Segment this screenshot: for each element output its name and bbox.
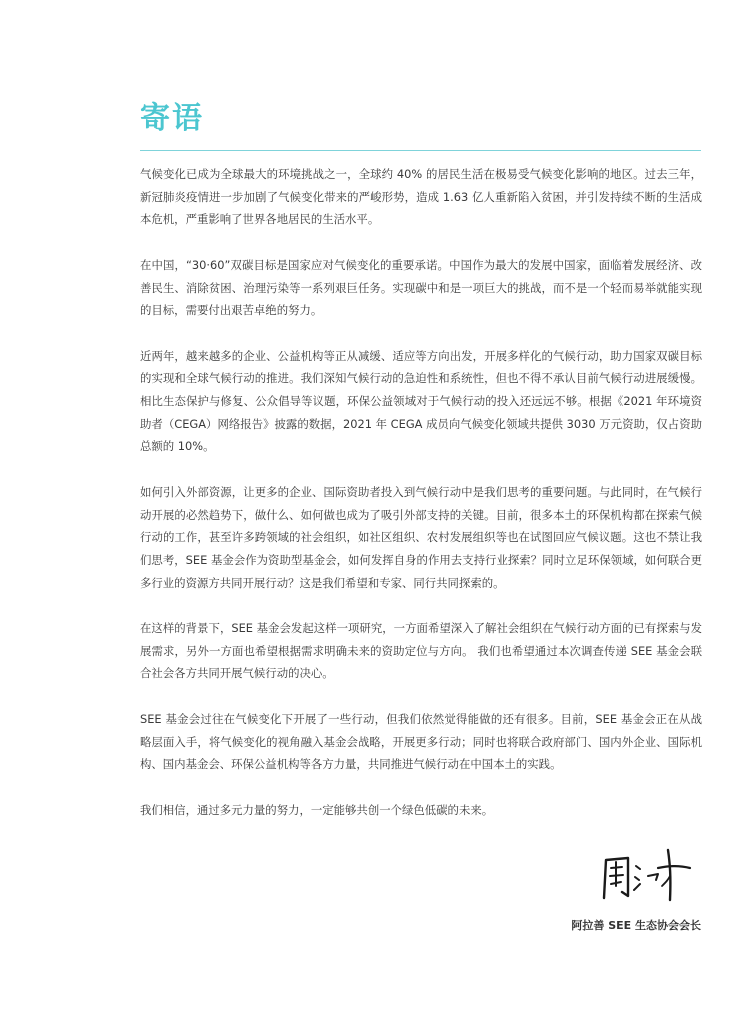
handwritten-signature: [598, 846, 694, 904]
paragraph-1: 气候变化已成为全球最大的环境挑战之一，全球约 40% 的居民生活在极易受气候变化影响的地区。过去三年，新冠肺炎疫情进一步加剧了气候变化带来的严峻形势，造成 1.63 亿人重新陷入贫困，并引发持续不断的生活成本危机，严重影响了世界各地居民的生活水平。: [140, 167, 702, 227]
paragraph-5: 在这样的背景下，SEE 基金会发起这样一项研究，一方面希望深入了解社会组织在气候行动方面的已有探索与发展需求，另外一方面也希望根据需求明确未来的资助定位与方向。 我们也希望通过本次调查传递 SEE 基金会联合社会各方共同开展气候行动的决心。: [140, 621, 702, 681]
signature-author: 阿拉善 SEE 生态协会会长: [571, 919, 701, 932]
paragraph-2: 在中国，“30·60”双碳目标是国家应对气候变化的重要承诺。中国作为最大的发展中国家，面临着发展经济、改善民生、消除贫困、治理污染等一系列艰巨任务。实现碳中和是一项巨大的挑战，而不是一个轻而易举就能实现的目标，需要付出艰苦卓绝的努力。: [140, 257, 702, 318]
paragraph-spacer: [140, 685, 702, 708]
message-body: [140, 163, 702, 821]
paragraph-spacer: [140, 458, 702, 481]
paragraph-4: 如何引入外部资源，让更多的企业、国际资助者投入到气候行动中是我们思考的重要问题。与此同时，在气候行动开展的必然趋势下，做什么、如何做也成为了吸引外部支持的关键。目前，很多本土的环保机构都在探索气候行动的工作，甚至许多跨领域的社会组织，如社区组织、农村发展组织等也在试图回应气候议题。这也不禁让我们思考，SEE 基金会作为资助型基金会，如何发挥自身的作用去支持行业探索？同时立足环保领域，如何联合更多行业的资源方共同开展行动？这是我们希望和专家、同行共同探索的。: [140, 484, 702, 590]
paragraph-6: SEE 基金会过往在气候变化下开展了一些行动，但我们依然觉得能做的还有很多。目前，SEE 基金会正在从战略层面入手，将气候变化的视角融入基金会战略，开展更多行动；同时也将联合政府部门、国内外企业、国际机构、国内基金会、环保公益机构等各方力量，共同推进气候行动在中国本土的实践。: [140, 711, 702, 772]
paragraph-spacer: [140, 231, 702, 254]
title-divider: [140, 150, 701, 151]
page-title: 寄语: [140, 101, 204, 136]
paragraph-7: 我们相信，通过多元力量的努力，一定能够共创一个绿色低碳的未来。: [140, 802, 494, 817]
paragraph-3: 近两年，越来越多的企业、公益机构等正从减缓、适应等方向出发，开展多样化的气候行动，助力国家双碳目标的实现和全球气候行动的推进。我们深知气候行动的急迫性和系统性，但也不得不承认目前气候行动进展缓慢。相比生态保护与修复、公众倡导等议题，环保公益领域对于气候行动的投入还远远不够。根据《2021 年环境资助者（CEGA）网络报告》披露的数据，2021 年 CEGA 成员向气候变化领域共提供 3030 万元资助，仅占资助总额的 10%。: [140, 348, 702, 454]
paragraph-spacer: [140, 776, 702, 799]
paragraph-spacer: [140, 322, 702, 345]
paragraph-spacer: [140, 594, 702, 617]
